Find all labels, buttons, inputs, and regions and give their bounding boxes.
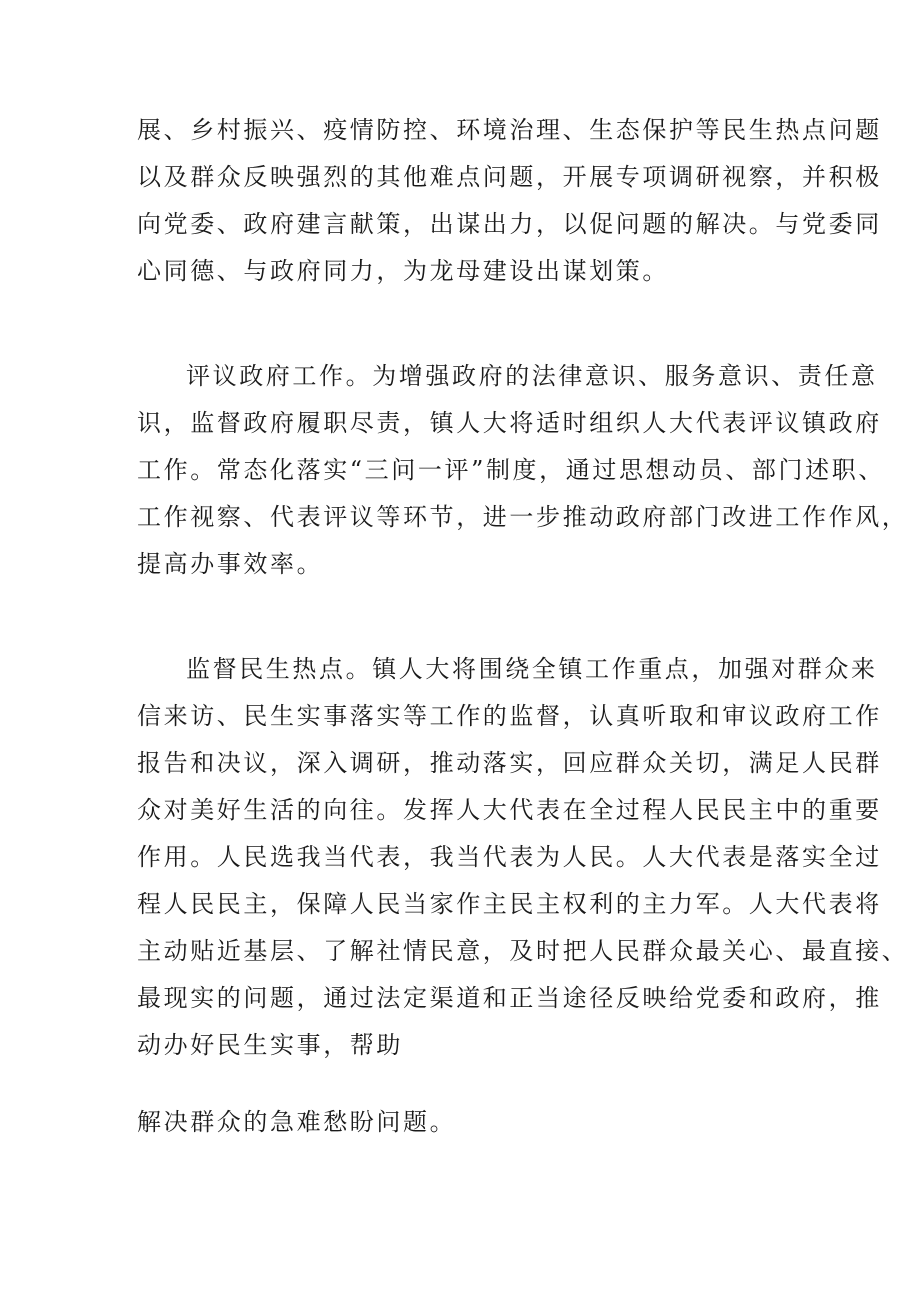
paragraph-3-line-6: 程人民民主，保障人民当家作主民主权利的主力军。人大代表将 <box>137 890 882 918</box>
paragraph-1-line-3: 向党委、政府建言献策，出谋出力，以促问题的解决。与党委同 <box>137 210 882 238</box>
paragraph-1-line-2: 以及群众反映强烈的其他难点问题，开展专项调研视察，并积极 <box>137 163 882 191</box>
paragraph-1-line-1: 展、乡村振兴、疫情防控、环境治理、生态保护等民生热点问题 <box>137 116 882 144</box>
paragraph-3-line-3: 报告和决议，深入调研，推动落实，回应群众关切，满足人民群 <box>137 749 882 777</box>
paragraph-1-line-4: 心同德、与政府同力，为龙母建设出谋划策。 <box>137 257 669 285</box>
paragraph-4-line-1: 解决群众的急难愁盼问题。 <box>137 1108 457 1136</box>
paragraph-2-line-3: 工作。常态化落实“三问一评”制度，通过思想动员、部门述职、 <box>137 456 885 484</box>
paragraph-2-line-4: 工作视察、代表评议等环节，进一步推动政府部门改进工作作风， <box>137 503 909 531</box>
paragraph-2-line-5: 提高办事效率。 <box>137 550 324 578</box>
paragraph-3-line-5: 作用。人民选我当代表，我当代表为人民。人大代表是落实全过 <box>137 843 882 871</box>
paragraph-2-line-1: 评议政府工作。为增强政府的法律意识、服务意识、责任意 <box>186 362 878 390</box>
paragraph-3-line-4: 众对美好生活的向往。发挥人大代表在全过程人民民主中的重要 <box>137 796 882 824</box>
paragraph-2-line-2: 识，监督政府履职尽责，镇人大将适时组织人大代表评议镇政府 <box>137 409 882 437</box>
paragraph-3-line-9: 动办好民生实事，帮助 <box>137 1031 403 1059</box>
paragraph-3-line-8: 最现实的问题，通过法定渠道和正当途径反映给党委和政府，推 <box>137 984 882 1012</box>
paragraph-3-line-1: 监督民生热点。镇人大将围绕全镇工作重点，加强对群众来 <box>186 655 878 683</box>
paragraph-3-line-7: 主动贴近基层、了解社情民意，及时把人民群众最关心、最直接、 <box>137 937 909 965</box>
paragraph-3-line-2: 信来访、民生实事落实等工作的监督，认真听取和审议政府工作 <box>137 702 882 730</box>
